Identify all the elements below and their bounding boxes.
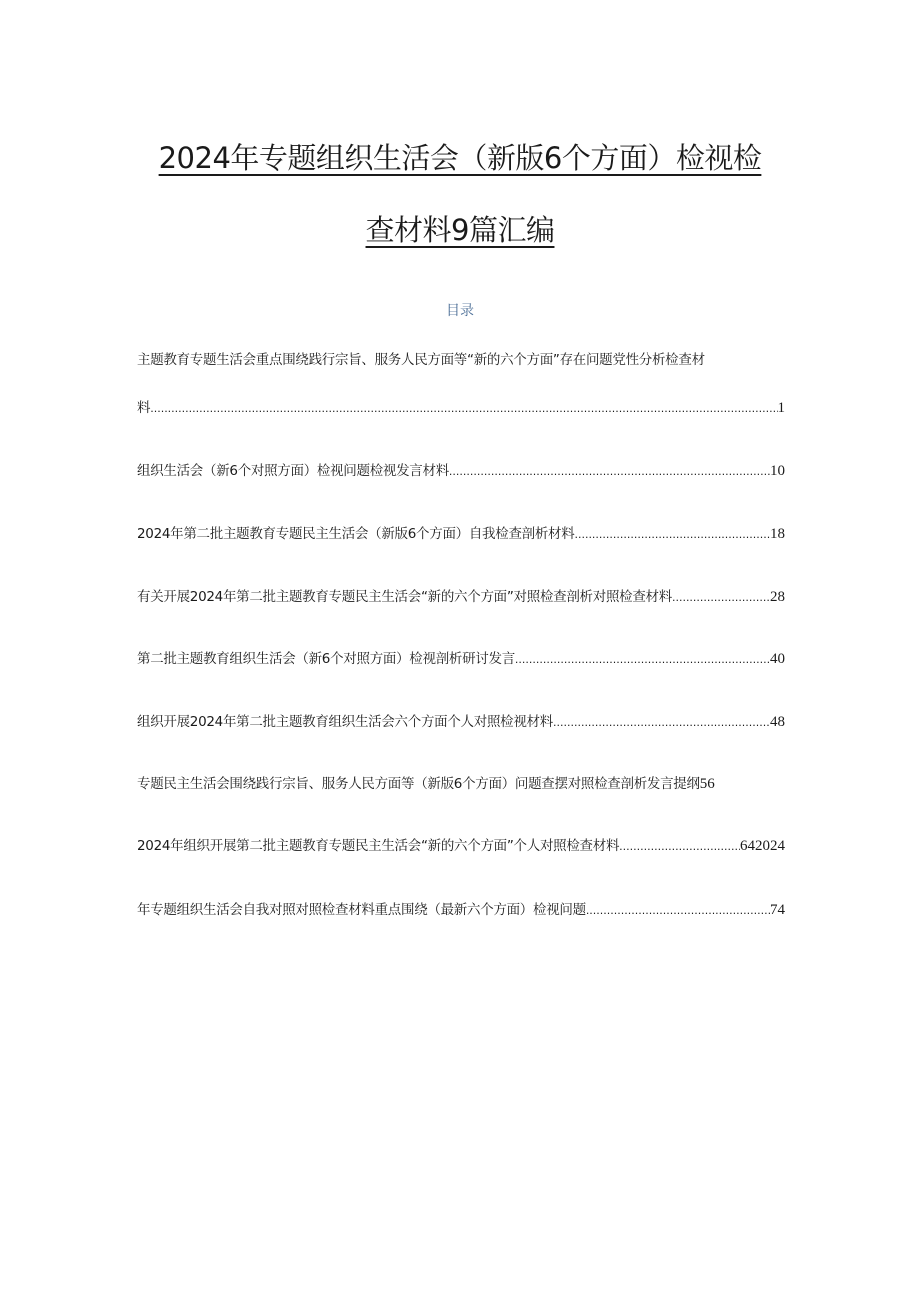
toc-entry-text: 料 (137, 400, 151, 416)
toc-entry-text: 主题教育专题生活会重点围绕践行宗旨、服务人民方面等“新的六个方面”存在问题党性分析检查材 (137, 352, 705, 368)
toc-leader-dots (150, 399, 777, 418)
toc-leader-dots (586, 901, 770, 920)
toc-entry-3[interactable] (137, 524, 785, 544)
document-title-line-2 (0, 210, 920, 250)
toc-page-number: 642024 (740, 838, 785, 854)
toc-entry-text: 2024年组织开展第二批主题教育专题民主生活会“新的六个方面”个人对照检查材料 (137, 838, 620, 854)
toc-entry-6[interactable] (137, 712, 785, 732)
toc-entry-text: 有关开展2024年第二批主题教育专题民主生活会“新的六个方面”对照检查剖析对照检查材料 (137, 589, 672, 605)
document-title-line-1 (0, 138, 920, 178)
toc-entry-1-line-1[interactable] (137, 350, 785, 370)
toc-entry-text: 专题民主生活会围绕践行宗旨、服务人民方面等（新版6个方面）问题查摆对照检查剖析发言提纲 (137, 776, 700, 792)
toc-entry-9[interactable] (137, 900, 785, 920)
toc-page-number: 10 (770, 463, 785, 479)
toc-entry-8[interactable] (137, 836, 785, 856)
toc-entry-text: 第二批主题教育组织生活会（新6个对照方面）检视剖析研讨发言 (137, 651, 515, 667)
toc-entry-1-line-2[interactable] (137, 398, 785, 418)
toc-page-number: 74 (770, 902, 785, 918)
toc-heading: 目录 (446, 303, 474, 319)
toc-page-number: 1 (777, 400, 785, 416)
document-title-text-2: 查材料9篇汇编 (365, 213, 555, 247)
toc-entry-7[interactable] (137, 774, 785, 794)
toc-entry-text: 组织开展2024年第二批主题教育组织生活会六个方面个人对照检视材料 (137, 714, 553, 730)
toc-page-number: 48 (770, 714, 785, 730)
toc-leader-dots (619, 837, 740, 856)
toc-leader-dots (515, 650, 770, 669)
toc-entry-text: 2024年第二批主题教育专题民主生活会（新版6个方面）自我检查剖析材料 (137, 526, 575, 542)
toc-entry-text: 组织生活会（新6个对照方面）检视问题检视发言材料 (137, 463, 449, 479)
toc-leader-dots (449, 462, 770, 481)
toc-entry-4[interactable] (137, 587, 785, 607)
toc-leader-dots (574, 525, 770, 544)
toc-leader-dots (672, 588, 770, 607)
toc-page-number: 40 (770, 651, 785, 667)
toc-entry-5[interactable] (137, 649, 785, 669)
toc-entry-2[interactable] (137, 461, 785, 481)
toc-page-number: 28 (770, 589, 785, 605)
toc-page-number: 56 (699, 776, 715, 792)
document-title-text-1: 2024年专题组织生活会（新版6个方面）检视检 (158, 141, 762, 175)
toc-leader-dots (553, 713, 770, 732)
toc-page-number: 18 (770, 526, 785, 542)
toc-entry-text: 年专题组织生活会自我对照对照检查材料重点围绕（最新六个方面）检视问题 (137, 902, 586, 918)
